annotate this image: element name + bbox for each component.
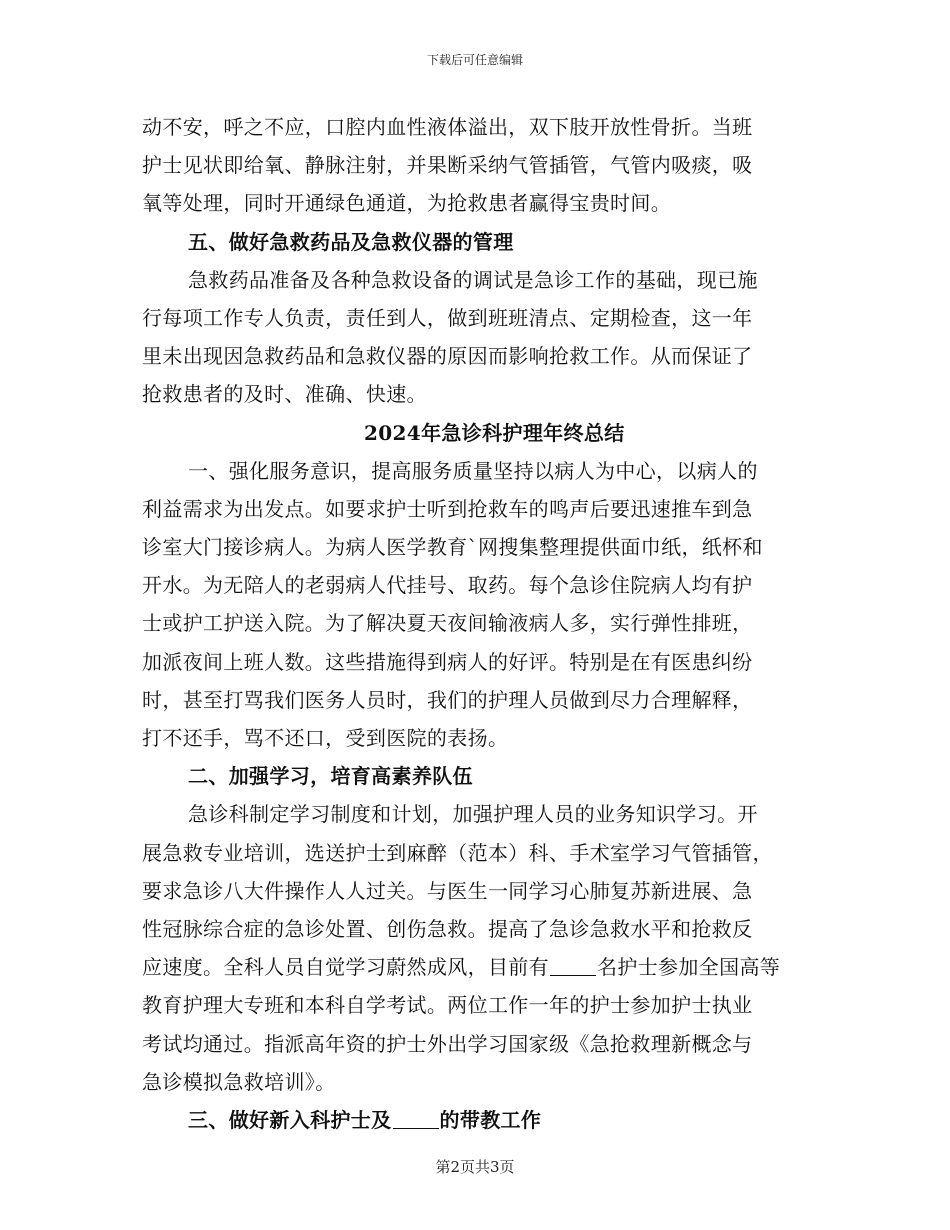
paragraph-line: 性冠脉综合症的急诊处置、创伤急救。提高了急诊急救水平和抢救反	[142, 916, 753, 941]
paragraph-line: 利益需求为出发点。如要求护士听到抢救车的鸣声后要迅速推车到急	[142, 496, 753, 521]
paragraph-line: 教育护理大专班和本科自学考试。两位工作一年的护士参加护士执业	[142, 993, 753, 1018]
section-five-heading: 五、做好急救药品及急救仪器的管理	[188, 229, 514, 254]
paragraph-line: 里未出现因急救药品和急救仪器的原因而影响抢救工作。从而保证了	[142, 344, 753, 369]
paragraph-line: 打不还手，骂不还口，受到医院的表扬。	[142, 726, 509, 750]
heading-text-before-blank: 三、做好新入科护士及	[188, 1107, 392, 1132]
line-text-before-blank: 应速度。全科人员自觉学习蔚然成风，目前有	[142, 955, 549, 980]
paragraph-line: 开水。为无陪人的老弱病人代挂号、取药。每个急诊住院病人均有护	[142, 573, 753, 598]
paragraph-line: 动不安，呼之不应，口腔内血性液体溢出，双下肢开放性骨折。当班	[142, 115, 753, 139]
paragraph-line: 展急救专业培训，选送护士到麻醉（范本）科、手术室学习气管插管，	[142, 840, 773, 865]
paragraph-line: 考试均通过。指派高年资的护士外出学习国家级《急抢救理新概念与	[142, 1031, 753, 1056]
paragraph-line: 要求急诊八大件操作人人过关。与医生一同学习心肺复苏新进展、急	[142, 878, 753, 903]
paragraph-line: 一、强化服务意识，提高服务质量坚持以病人为中心，以病人的	[188, 458, 758, 483]
paragraph-line: 士或护工护送入院。为了解决夏天夜间输液病人多，实行弹性排班，	[142, 611, 753, 636]
paragraph-line: 加派夜间上班人数。这些措施得到病人的好评。特别是在有医患纠纷	[142, 649, 753, 674]
section-two-heading: 二、加强学习，培育高素养队伍	[188, 764, 473, 789]
paragraph-line: 急诊科制定学习制度和计划，加强护理人员的业务知识学习。开	[188, 802, 758, 827]
page-header: 下载后可任意编辑	[426, 53, 523, 67]
fill-in-blank	[550, 953, 596, 976]
document-title: 2024年急诊科护理年终总结	[364, 420, 625, 445]
line-text-after-blank: 名护士参加全国高等	[597, 955, 781, 980]
paragraph-line: 氧等处理，同时开通绿色通道，为抢救患者赢得宝贵时间。	[142, 191, 672, 216]
paragraph-line-with-blank	[142, 948, 810, 986]
page-number-footer: 第2页共3页	[435, 1158, 515, 1176]
heading-text-after-blank: 的带教工作	[439, 1107, 542, 1132]
paragraph-line: 行每项工作专人负责，责任到人，做到班班清点、定期检查，这一年	[142, 305, 753, 330]
section-three-heading	[142, 1101, 810, 1139]
paragraph-line: 抢救患者的及时、准确、快速。	[142, 382, 427, 407]
paragraph-line: 时，甚至打骂我们医务人员时，我们的护理人员做到尽力合理解释，	[142, 687, 753, 712]
document-body	[142, 108, 810, 1139]
paragraph-line: 急救药品准备及各种急救设备的调试是急诊工作的基础，现已施	[188, 267, 758, 292]
fill-in-blank	[393, 1106, 439, 1129]
paragraph-line: 急诊模拟急救培训》。	[142, 1069, 336, 1094]
paragraph-line: 护士见状即给氧、静脉注射，并果断采纳气管插管，气管内吸痰，吸	[142, 153, 753, 178]
paragraph-line: 诊室大门接诊病人。为病人医学教育`网搜集整理提供面巾纸，纸杯和	[142, 535, 763, 560]
